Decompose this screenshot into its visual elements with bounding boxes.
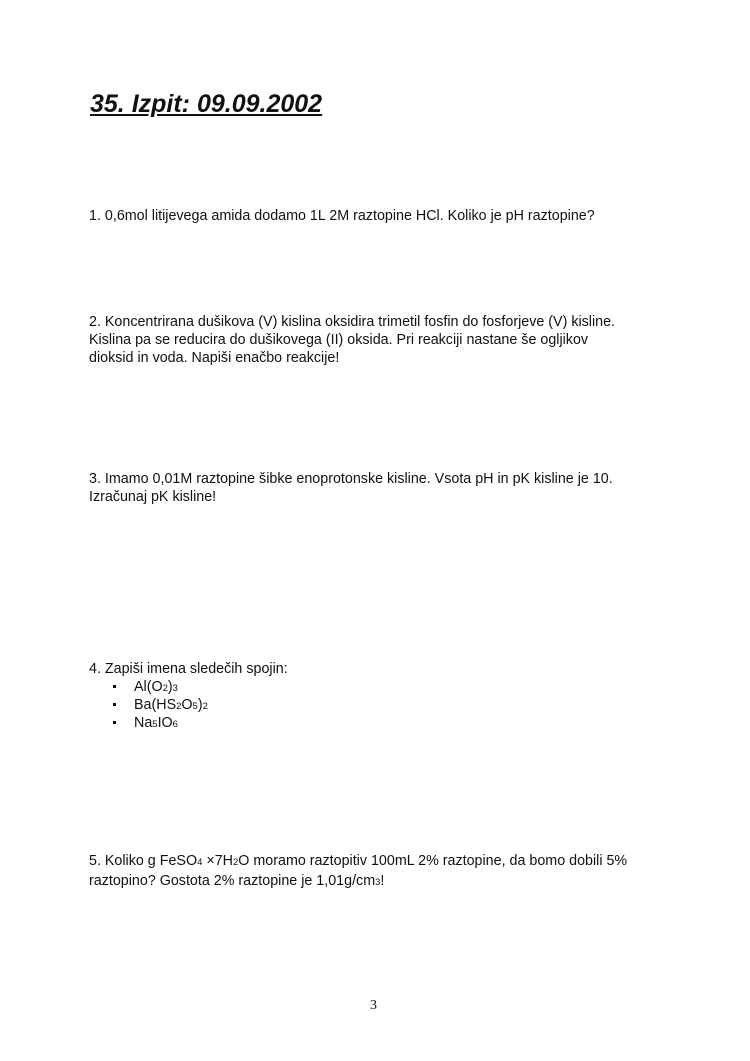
question-3 bbox=[89, 470, 689, 506]
question-1: 1. 0,6mol litijevega amida dodamo 1L 2M raztopine HCl. Koliko je pH raztopine? bbox=[89, 208, 595, 224]
bullet-icon bbox=[113, 685, 116, 688]
text-part: 5. Koliko g FeSO bbox=[89, 853, 198, 869]
question-2 bbox=[89, 313, 689, 367]
list-item bbox=[89, 678, 689, 696]
formula-subscript: 2 bbox=[176, 701, 182, 712]
bullet-icon bbox=[113, 703, 116, 706]
question-5 bbox=[89, 852, 689, 892]
formula-subscript: 5 bbox=[152, 719, 158, 730]
formula-subscript: 2 bbox=[162, 683, 168, 694]
formula-subscript: 2 bbox=[232, 857, 239, 868]
formula-part: ) bbox=[167, 679, 173, 695]
question-4 bbox=[89, 660, 689, 732]
question-5-line bbox=[89, 872, 689, 892]
question-2-line: dioksid in voda. Napiši enačbo reakcije! bbox=[89, 350, 340, 366]
bullet-icon bbox=[113, 721, 116, 724]
question-3-line: 3. Imamo 0,01M raztopine šibke enoprotonske kisline. Vsota pH in pK kisline je 10. bbox=[89, 471, 613, 487]
formula-subscript: 2 bbox=[202, 701, 208, 712]
question-5-line bbox=[89, 852, 689, 872]
question-2-line: Kislina pa se reducira do dušikovega (II) oksida. Pri reakciji nastane še ogljikov bbox=[89, 332, 589, 348]
page-title: 35. Izpit: 09.09.2002 bbox=[90, 90, 323, 118]
text-part: ×7H bbox=[202, 853, 233, 869]
question-2-line: 2. Koncentrirana dušikova (V) kislina oksidira trimetil fosfin do fosforjeve (V) kisline. bbox=[89, 314, 616, 330]
formula-subscript: 6 bbox=[172, 719, 178, 730]
question-3-line: Izračunaj pK kisline! bbox=[89, 489, 217, 505]
text-part: ! bbox=[380, 873, 385, 889]
formula-part: Ba(HS bbox=[134, 697, 177, 713]
question-4-text: 4. Zapiši imena sledečih spojin: bbox=[89, 661, 288, 677]
formula-part: Al(O bbox=[134, 679, 163, 695]
list-item bbox=[89, 714, 689, 732]
text-part: raztopino? Gostota 2% raztopine je 1,01g/cm bbox=[89, 873, 376, 889]
compound-list bbox=[89, 678, 689, 732]
formula-part: Na bbox=[134, 715, 153, 731]
text-part: O moramo raztopitiv 100mL 2% raztopine, da bomo dobili 5% bbox=[238, 853, 628, 869]
formula-part: ) bbox=[197, 697, 203, 713]
formula-subscript: 4 bbox=[197, 857, 203, 868]
page-number: 3 bbox=[370, 998, 377, 1013]
formula-part: IO bbox=[157, 715, 173, 731]
formula-part: O bbox=[181, 697, 193, 713]
list-item bbox=[89, 696, 689, 714]
formula-subscript: 3 bbox=[375, 877, 381, 888]
formula-subscript: 3 bbox=[172, 683, 178, 694]
formula-subscript: 5 bbox=[192, 701, 198, 712]
